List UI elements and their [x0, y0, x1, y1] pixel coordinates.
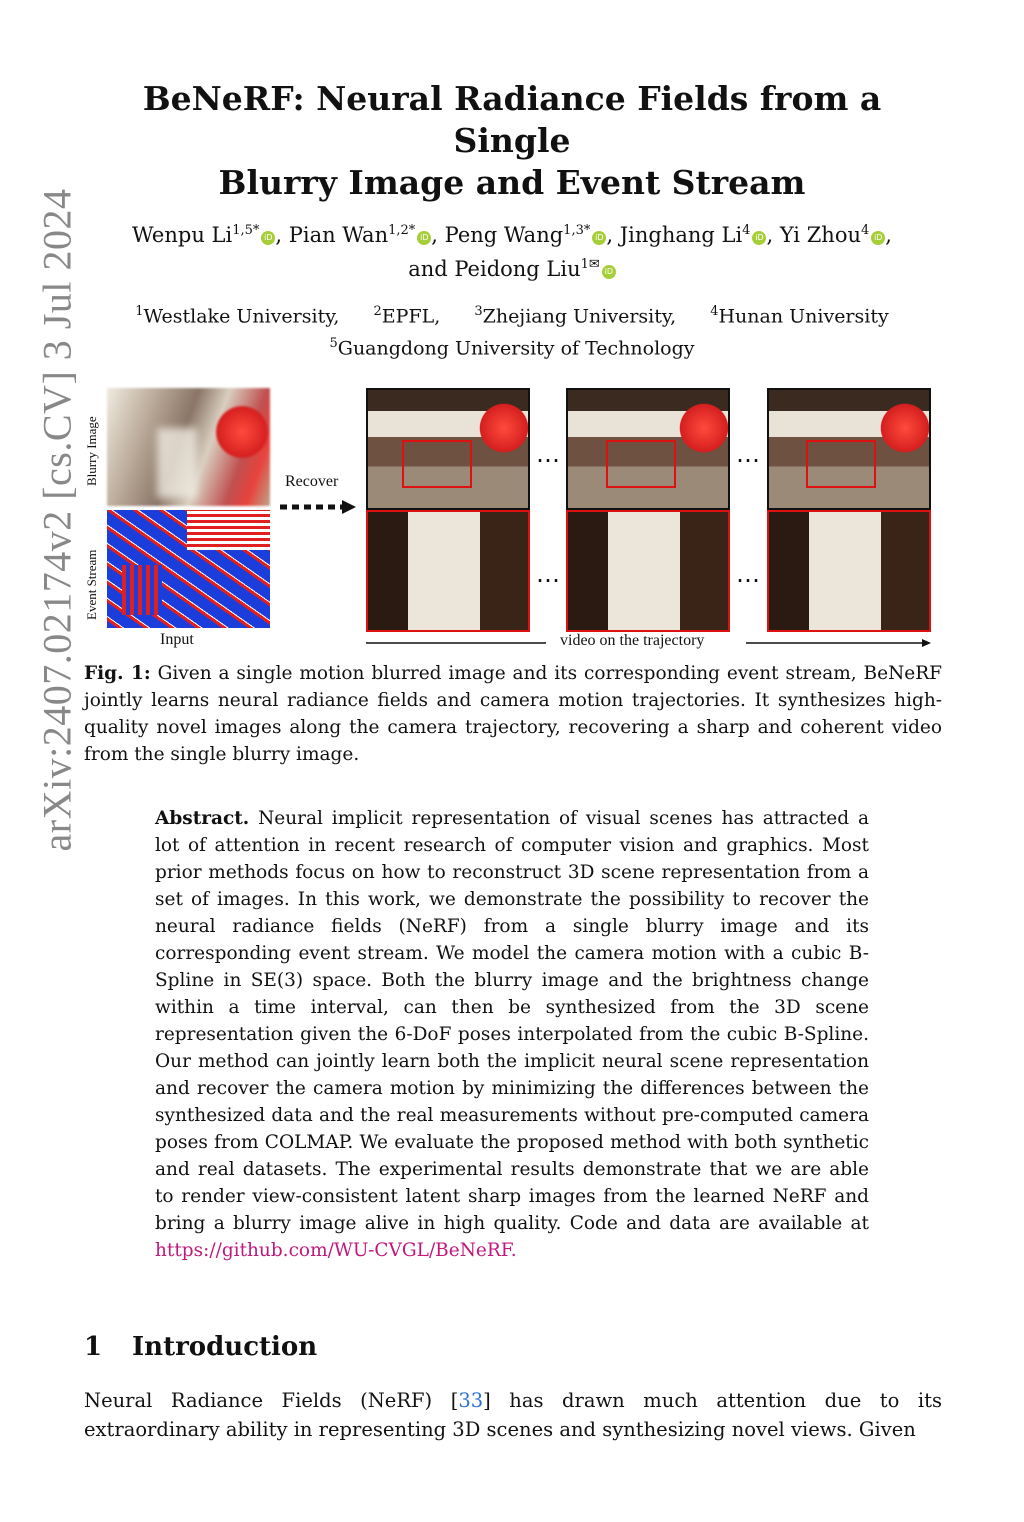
title-line-1: BeNeRF: Neural Radiance Fields from a Single [142, 79, 882, 160]
tree-shape [678, 398, 730, 458]
recover-label: Recover [285, 473, 339, 490]
abstract-text: Neural implicit representation of visual scenes has attracted a lot of attention in recent research of computer vision and graphics. Most prior methods focus on how to reconstruct 3D scene representation from a set of images. In this work, we demonstrate the possibility to recover the neural radiance fields (NeRF) from a single blurry image and its corresponding event stream. We model the camera motion with a cubic B-Spline in SE(3) space. Both the blurry image and the brightness change within a time interval, can then be synthesized from the 3D scene representation given the 6-DoF poses interpolated from the cubic B-Spline. Our method can jointly learn both the implicit neural scene representation and recover the camera motion by minimizing the differences between the synthesized data and the real measurements without pre-computed camera poses from COLMAP. We evaluate the proposed method with both synthetic and real datasets. The experimental results demonstrate that we are able to render view-consistent latent sharp images from the learned NeRF and bring a blurry image alive in high quality. Code and data are available at [155, 808, 869, 1234]
affiliation: Guangdong University of Technology [337, 337, 695, 360]
section-number: 1 [84, 1332, 103, 1362]
author-affil-mark: 1,2* [388, 223, 416, 238]
trajectory-label: video on the trajectory [560, 632, 705, 649]
blurred-sign-shape [157, 428, 197, 498]
tree-shape [478, 398, 530, 458]
author-affil-mark: 1,5* [232, 223, 260, 238]
intro-paragraph [84, 1386, 942, 1444]
blurry-image [107, 388, 270, 506]
abstract-label: Abstract. [155, 808, 250, 829]
affil-mark: 3 [474, 304, 483, 319]
affil-mark: 2 [373, 304, 382, 319]
tree-shape [879, 398, 931, 458]
crop-highlight-box [806, 440, 876, 488]
affil-mark: 4 [710, 304, 719, 319]
intro-text: ] has drawn much attention due to its extraordinary ability in representing 3D scenes and synthesizing novel views. Given [84, 1389, 942, 1441]
event-stream-label: Event Stream [84, 549, 99, 620]
orcid-icon[interactable]: iD [602, 265, 616, 279]
crop-highlight-box [606, 440, 676, 488]
arxiv-id: arXiv:2407.02174v2 [cs.CV] 3 Jul 2024 [34, 188, 80, 852]
output-crop-2 [566, 510, 730, 632]
author-affil-mark: 1,3* [563, 223, 591, 238]
event-stream-region [122, 565, 162, 615]
intro-text: Neural Radiance Fields (NeRF) [ [84, 1389, 459, 1412]
orcid-icon[interactable]: iD [752, 231, 766, 245]
ellipsis: … [736, 440, 760, 468]
orcid-icon[interactable]: iD [261, 231, 275, 245]
crop-highlight-box [402, 440, 472, 488]
affiliation: Hunan University [718, 305, 889, 328]
affiliation: Zhejiang University, [482, 305, 677, 328]
output-crop-1 [366, 510, 530, 632]
affil-mark: 1 [135, 304, 144, 319]
caption-text: Given a single motion blurred image and its corresponding event stream, BeNeRF jointly learns neural radiance fields and camera motion trajectories. It synthesizes high-quality novel images along the camera trajectory, recovering a sharp and coherent video from the single blurry image. [84, 663, 943, 765]
blurred-tree-shape [212, 402, 270, 462]
author-name: Yi Zhou [779, 223, 861, 247]
author-affil-mark: 1✉ [580, 257, 600, 272]
author-name: Pian Wan [288, 223, 389, 247]
orcid-icon[interactable]: iD [417, 231, 431, 245]
author-list: Wenpu $Li^{1,5*}$ iD , Pian Wan$^{1,2*}$ iD , Peng Wang$^{1,3*}$ iD , Jinghang Li$^4$ iD , Yi Zhou$^4$ iD , and Peidong Liu$^{1✉}$ iD [132, 223, 892, 281]
orcid-icon[interactable]: iD [592, 231, 606, 245]
title-line-2: Blurry Image and Event Stream [218, 163, 806, 202]
input-label: Input [160, 631, 194, 648]
figure-1 [80, 380, 944, 658]
affiliations [80, 298, 944, 363]
abstract [155, 805, 869, 1264]
paper-title [80, 78, 944, 204]
author-name: and Peidong Liu [408, 257, 581, 281]
author-name: Peng Wang [444, 223, 564, 247]
author-name: Wenpu Li [132, 223, 233, 247]
ellipsis: … [536, 440, 560, 468]
section-title: Introduction [132, 1332, 318, 1362]
blurry-image-label: Blurry Image [84, 416, 99, 486]
affiliation: Westlake University, [143, 305, 340, 328]
event-stream-region [187, 510, 270, 550]
orcid-icon[interactable]: iD [871, 231, 885, 245]
author-affil-mark: 4 [742, 223, 751, 238]
caption-label: Fig. 1: [84, 663, 151, 684]
code-link[interactable]: https://github.com/WU-CVGL/BeNeRF. [155, 1240, 517, 1261]
recover-arrow-icon [278, 497, 360, 517]
citation-link[interactable]: 33 [458, 1389, 484, 1412]
affiliation: EPFL, [381, 305, 441, 328]
output-crop-3 [767, 510, 931, 632]
figure-caption [84, 660, 942, 768]
section-heading [84, 1332, 317, 1362]
ellipsis: … [736, 560, 760, 588]
ellipsis: … [536, 560, 560, 588]
author-name: Jinghang Li [619, 223, 743, 247]
affil-mark: 5 [329, 336, 338, 352]
author-affil-mark: 4 [860, 223, 870, 238]
event-stream-image [107, 510, 270, 628]
